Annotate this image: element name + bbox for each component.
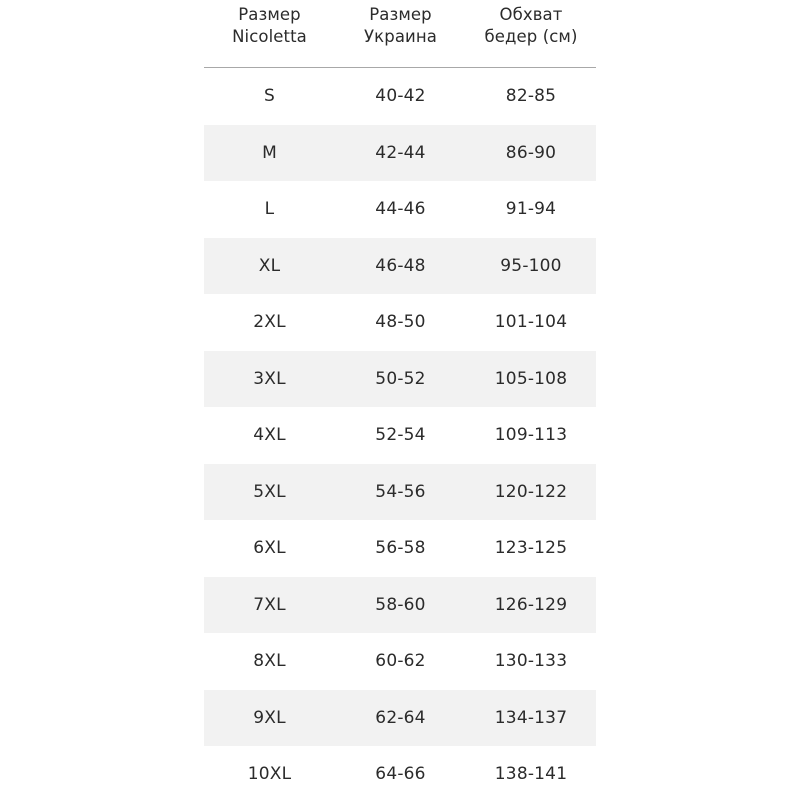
- cell-nicoletta-size: 9XL: [253, 707, 286, 728]
- cell-hip-girth: 120-122: [494, 481, 568, 502]
- cell-hip-girth: 101-104: [494, 312, 568, 333]
- cell-ukraine-size: 52-54: [375, 425, 426, 446]
- header-line: Nicoletta: [232, 27, 307, 46]
- cell-ukraine-size: 40-42: [375, 86, 426, 107]
- table-row: [204, 407, 596, 464]
- table-row: [204, 181, 596, 238]
- cell-ukraine-size: 56-58: [375, 538, 426, 559]
- cell-nicoletta-size: 4XL: [253, 425, 286, 446]
- cell-ukraine-size: 64-66: [375, 764, 426, 785]
- table-row: [204, 464, 596, 521]
- table-row: [204, 351, 596, 408]
- cell-hip-girth: 130-133: [494, 651, 568, 672]
- cell-nicoletta-size: 3XL: [253, 368, 286, 389]
- cell-ukraine-size: 50-52: [375, 368, 426, 389]
- cell-hip-girth: 126-129: [494, 594, 568, 615]
- table-row: [204, 746, 596, 803]
- cell-nicoletta-size: 6XL: [253, 538, 286, 559]
- cell-ukraine-size: 48-50: [375, 312, 426, 333]
- cell-nicoletta-size: 2XL: [253, 312, 286, 333]
- header-ukraine-size: [335, 0, 466, 67]
- cell-nicoletta-size: S: [264, 86, 275, 107]
- cell-nicoletta-size: 5XL: [253, 481, 286, 502]
- cell-hip-girth: 91-94: [505, 199, 557, 220]
- table-row: [204, 125, 596, 182]
- table-row: [204, 238, 596, 295]
- cell-ukraine-size: 54-56: [375, 481, 426, 502]
- cell-nicoletta-size: L: [264, 199, 275, 220]
- table-row: [204, 520, 596, 577]
- header-line: Украина: [364, 27, 437, 46]
- header-hip-girth: [466, 0, 596, 67]
- header-line: бедер (см): [484, 27, 578, 46]
- cell-hip-girth: 123-125: [494, 538, 568, 559]
- table-row: [204, 633, 596, 690]
- table-row: [204, 690, 596, 747]
- cell-ukraine-size: 60-62: [375, 651, 426, 672]
- cell-ukraine-size: 46-48: [375, 255, 426, 276]
- cell-nicoletta-size: 8XL: [253, 651, 286, 672]
- table-row: [204, 294, 596, 351]
- cell-hip-girth: 82-85: [505, 86, 557, 107]
- cell-ukraine-size: 58-60: [375, 594, 426, 615]
- header-nicoletta-size: [204, 0, 335, 67]
- header-line: Обхват: [499, 5, 563, 24]
- table-body: [204, 68, 596, 803]
- cell-hip-girth: 109-113: [494, 425, 568, 446]
- cell-nicoletta-size: 10XL: [247, 764, 292, 785]
- cell-ukraine-size: 62-64: [375, 707, 426, 728]
- cell-hip-girth: 138-141: [494, 764, 568, 785]
- cell-ukraine-size: 42-44: [375, 142, 426, 163]
- size-chart-table: [204, 0, 596, 803]
- header-line: Размер: [369, 5, 432, 24]
- cell-hip-girth: 134-137: [494, 707, 568, 728]
- table-row: [204, 68, 596, 125]
- cell-ukraine-size: 44-46: [375, 199, 426, 220]
- cell-hip-girth: 86-90: [505, 142, 557, 163]
- header-line: Размер: [238, 5, 301, 24]
- table-row: [204, 577, 596, 634]
- cell-hip-girth: 95-100: [500, 255, 562, 276]
- cell-nicoletta-size: 7XL: [253, 594, 286, 615]
- cell-nicoletta-size: XL: [258, 255, 281, 276]
- cell-hip-girth: 105-108: [494, 368, 568, 389]
- table-header: [204, 0, 596, 68]
- cell-nicoletta-size: M: [262, 142, 277, 163]
